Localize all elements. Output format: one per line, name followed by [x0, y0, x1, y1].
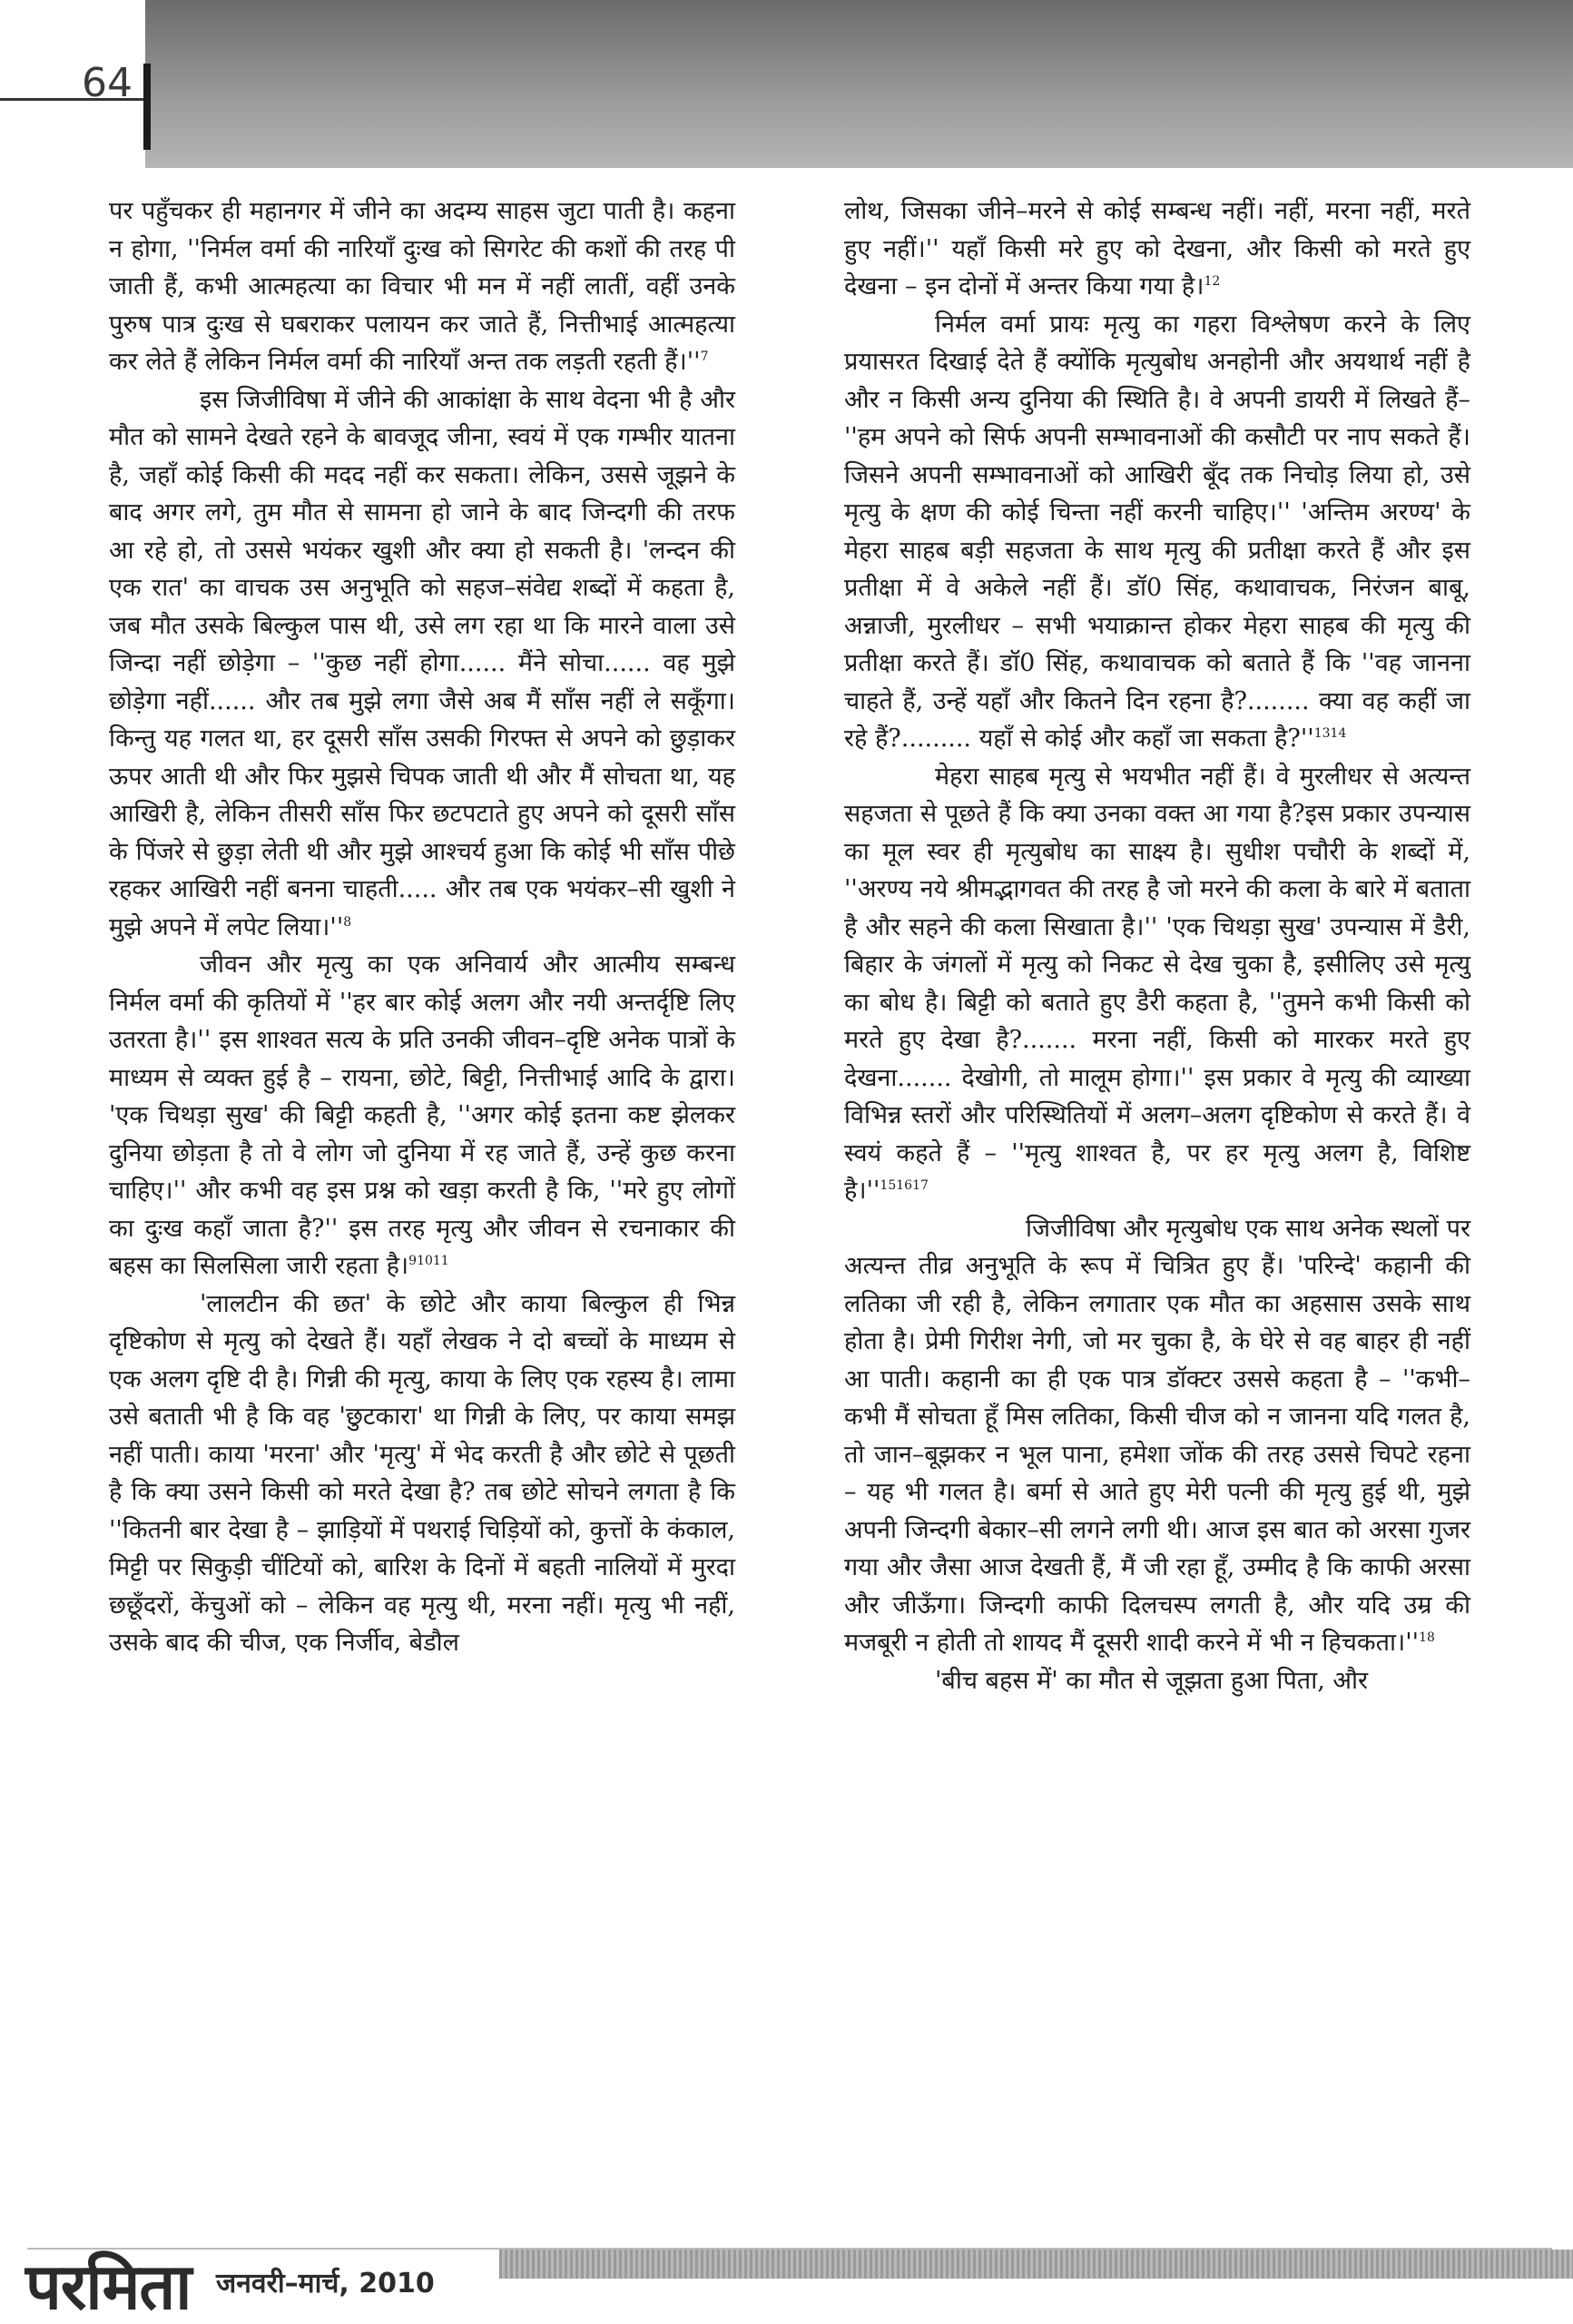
- left-paragraph-3: जीवन और मृत्यु का एक अनिवार्य और आत्मीय सम्बन्ध निर्मल वर्मा की कृतियों में ''हर बार कोई अलग और नयी अन्तर्दृष्टि लिए उतरता है।'' इस शाश्वत सत्य के प्रति उनकी जीवन–दृष्टि अनेक पात्रों के माध्यम से व्यक्त हुई है – रायना, छोटे, बिट्टी, नित्तीभाई आदि के द्वारा। 'एक चिथड़ा सुख' की बिट्टी कहती है, ''अगर कोई इतना कष्ट झेलकर दुनिया छोड़ता है तो वे लोग जो दुनिया में रह जाते हैं, उन्हें कुछ करना चाहिए।'' और कभी वह इस प्रश्न को खड़ा करती है कि, ''मरे हुए लोगों का दुःख कहाँ जाता है?'' इस तरह मृत्यु और जीवन से रचनाकार की बहस का सिलसिला जारी रहता है।$^{91011}$: [109, 950, 735, 1280]
- footnote-ref: 16: [896, 1178, 913, 1193]
- journal-title: परमिता: [25, 2250, 192, 2324]
- footnote-ref: 14: [1330, 726, 1347, 741]
- left-column: [109, 192, 735, 2235]
- footnote-ref: 7: [700, 350, 709, 364]
- footnote-ref: 11: [432, 1254, 449, 1268]
- left-paragraph-4: 'लालटीन की छत' के छोटे और काया बिल्कुल ही भिन्न दृष्टिकोण से मृत्यु को देखते हैं। यहाँ लेखक ने दो बच्चों के माध्यम से एक अलग दृष्टि दी है। गिन्नी की मृत्यु, काया के लिए एक रहस्य है। लामा उसे बताती भी है कि वह 'छुटकारा' था गिन्नी के लिए, पर काया समझ नहीं पाती। काया 'मरना' और 'मृत्यु' में भेद करती है और छोटे से पूछती है कि क्या उसने किसी को मरते देखा है? तब छोटे सोचने लगता है कि ''कितनी बार देखा है – झाड़ियों में पथराई चिड़ियों को, कुत्तों के कंकाल, मिट्टी पर सिकुड़ी चींटियों को, बारिश के दिनों में बहती नालियों में मुरदा छछूँदरों, केंचुओं को – लेकिन वह मृत्यु थी, मरना नहीं। मृत्यु भी नहीं, उसके बाद की चीज, एक निर्जीव, बेडौल: [109, 1289, 735, 1657]
- footnote-ref: 18: [1419, 1630, 1435, 1645]
- page-number: 64: [82, 60, 133, 106]
- right-paragraph-2: निर्मल वर्मा प्रायः मृत्यु का गहरा विश्लेषण करने के लिए प्रयासरत दिखाई देते हैं क्योंकि मृत्युबोध अनहोनी और अयथार्थ नहीं है और न किसी अन्य दुनिया की स्थिति है। वे अपनी डायरी में लिखते हैं– ''हम अपने को सिर्फ अपनी सम्भावनाओं की कसौटी पर नाप सकते हैं। जिसने अपनी सम्भावनाओं को आखिरी बूँद तक निचोड़ लिया हो, उसे मृत्यु के क्षण की कोई चिन्ता नहीं करनी चाहिए।'' 'अन्तिम अरण्य' के मेहरा साहब बड़ी सहजता के साथ मृत्यु की प्रतीक्षा करते हैं और इस प्रतीक्षा में वे अकेले नहीं हैं। डॉ0 सिंह, कथावाचक, निरंजन बाबू, अन्नाजी, मुरलीधर – सभी भयाक्रान्त होकर मेहरा साहब की मृत्यु की प्रतीक्षा करते हैं। डॉ0 सिंह, कथावाचक को बताते हैं कि ''वह जानना चाहते हैं, उन्हें यहाँ और कितने दिन रहना है?........ क्या वह कहीं जा रहे हैं?......... यहाँ से कोई और कहाँ जा सकता $है?''^{1314}$: [844, 310, 1470, 753]
- left-paragraph-1: पर पहुँचकर ही महानगर में जीने का अदम्य साहस जुटा पाती है। कहना न होगा, ''निर्मल वर्मा की नारियाँ दुःख को सिगरेट की कशों की तरह पी जाती हैं, कभी आत्महत्या का विचार भी मन में नहीं लातीं, वहीं उनके पुरुष पात्र दुःख से घबराकर पलायन कर जाते हैं, नित्तीभाई आत्महत्या कर लेते हैं लेकिन निर्मल वर्मा की नारियाँ अन्त तक लड़ती रहती $हैं।''^7$: [109, 197, 735, 376]
- journal-issue: जनवरी–मार्च, 2010: [216, 2268, 435, 2299]
- footnote-ref: 17: [912, 1178, 929, 1193]
- left-paragraph-2: इस जिजीविषा में जीने की आकांक्षा के साथ वेदना भी है और मौत को सामने देखते रहने के बावजूद जीना, स्वयं में एक गम्भीर यातना है, जहाँ कोई किसी की मदद नहीं कर सकता। लेकिन, उससे जूझने के बाद अगर लगे, तुम मौत से सामना हो जाने के बाद जिन्दगी की तरफ आ रहे हो, तो उससे भयंकर खुशी और क्या हो सकती है। 'लन्दन की एक रात' का वाचक उस अनुभूति को सहज–संवेद्य शब्दों में कहता है, जब मौत उसके बिल्कुल पास थी, उसे लग रहा था कि मारने वाला उसे जिन्दा नहीं छोड़ेगा – ''कुछ नहीं होगा...... मैंने सोचा...... वह मुझे छोड़ेगा नहीं...... और तब मुझे लगा जैसे अब मैं साँस नहीं ले सकूँगा। किन्तु यह गलत था, हर दूसरी साँस उसकी गिरफ्त से अपने को छुड़ाकर ऊपर आती थी और फिर मुझसे चिपक जाती थी और मैं सोचता था, यह आखिरी है, लेकिन तीसरी साँस फिर छटपटाते हुए अपने को दूसरी साँस के पिंजरे से छुड़ा लेती थी और मुझे आश्चर्य हुआ कि कोई भी साँस पीछे रहकर आखिरी नहीं बनना चाहती..... और तब एक भयंकर–सी खुशी ने मुझे अपने में लपेट $लिया।''^8$: [109, 385, 735, 941]
- footnote-ref: 10: [417, 1254, 433, 1268]
- footnote-ref: 12: [1204, 274, 1221, 289]
- footnote-ref: 13: [1313, 726, 1331, 741]
- right-paragraph-3: मेहरा साहब मृत्यु से भयभीत नहीं हैं। वे मुरलीधर से अत्यन्त सहजता से पूछते हैं कि क्या उनका वक्त आ गया है?इस प्रकार उपन्यास का मूल स्वर ही मृत्युबोध का साक्ष्य है। सुधीश पचौरी के शब्दों में, ''अरण्य नये श्रीमद्भागवत की तरह है जो मरने की कला के बारे में बताता है और सहने की कला सिखाता है।'' 'एक चिथड़ा सुख' उपन्यास में डैरी, बिहार के जंगलों में मृत्यु को निकट से देख चुका है, इसीलिए उसे मृत्यु का बोध है। बिट्टी को बताते हुए डैरी कहता है, ''तुमने कभी किसी को मरते हुए देखा है?....... मरना नहीं, किसी को मारकर मरते हुए देखना....... देखोगी, तो मालूम होगा।'' इस प्रकार वे मृत्यु की व्याख्या विभिन्न स्तरों और परिस्थितियों में अलग–अलग दृष्टिकोण से करते हैं। वे स्वयं कहते हैं – ''मृत्यु शाश्वत है, पर हर मृत्यु अलग है, विशिष्ट $है।''^{151617}$: [844, 762, 1470, 1205]
- footnote-ref: 8: [343, 914, 352, 930]
- right-paragraph-4: जिजीविषा और मृत्युबोध एक साथ अनेक स्थलों पर अत्यन्त तीव्र अनुभूति के रूप में चित्रित हुए हैं। 'परिन्दे' कहानी की लतिका जी रही है, लेकिन लगातार एक मौत का अहसास उसके साथ होता है। प्रेमी गिरीश नेगी, जो मर चुका है, के घेरे से वह बाहर ही नहीं आ पाती। कहानी का ही एक पात्र डॉक्टर उससे कहता है – ''कभी–कभी मैं सोचता हूँ मिस लतिका, किसी चीज को न जानना यदि गलत है, तो जान–बूझकर न भूल पाना, हमेशा जोंक की तरह उससे चिपटे रहना – यह भी गलत है। बर्मा से आते हुए मेरी पत्नी की मृत्यु हुई थी, मुझे अपनी जिन्दगी बेकार–सी लगने लगी थी। आज इस बात को अरसा गुजर गया और जैसा आज देखती हैं, मैं जी रहा हूँ, उम्मीद है कि काफी अरसा और जीऊँगा। जिन्दगी काफी दिलचस्प लगती है, और यदि उम्र की मजबूरी न होती तो शायद मैं दूसरी शादी करने में भी न $हिचकता।''^{18}$: [844, 1214, 1470, 1657]
- footnote-ref: 9: [408, 1254, 418, 1268]
- right-paragraph-1: लोथ, जिसका जीने–मरने से कोई सम्बन्ध नहीं। नहीं, मरना नहीं, मरते हुए नहीं।'' यहाँ किसी मरे हुए को देखना, और किसी को मरते हुए देखना – इन दोनों में अन्तर किया गया है।$^{12}$: [844, 197, 1470, 300]
- footer-band: [499, 2250, 1573, 2279]
- page-number-divider: [143, 64, 151, 150]
- header-band: [145, 0, 1573, 168]
- right-column: [844, 192, 1470, 2235]
- right-paragraph-5: 'बीच बहस में' का मौत से जूझता हुआ पिता, और: [935, 1666, 1369, 1695]
- footnote-ref: 15: [880, 1178, 897, 1193]
